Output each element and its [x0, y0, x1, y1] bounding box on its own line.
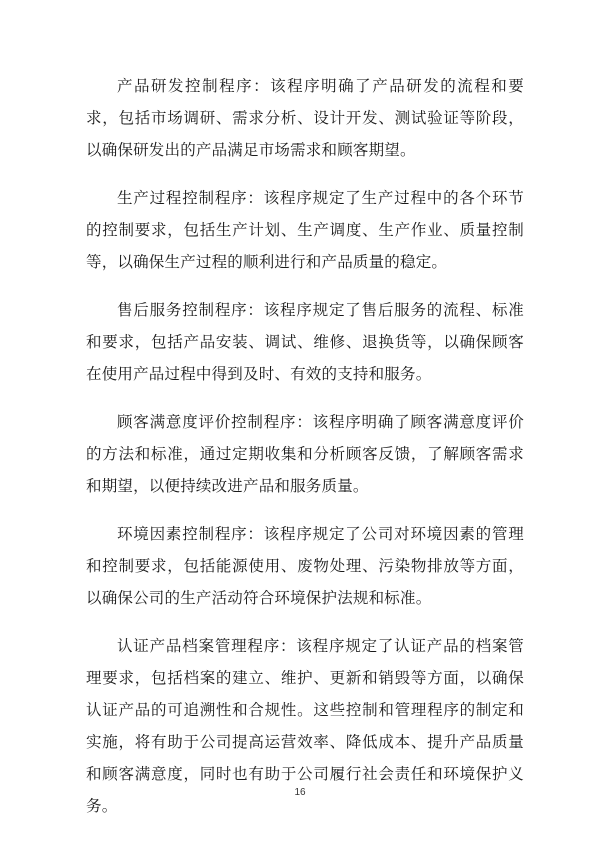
paragraph-product-rd: 产品研发控制程序：该程序明确了产品研发的流程和要求，包括市场调研、需求分析、设计开发、测试验证等阶段，以确保研发出的产品满足市场需求和顾客期望。 — [86, 77, 524, 159]
page-number: 16 — [294, 787, 306, 798]
paragraph-customer-satisfaction: 顾客满意度评价控制程序：该程序明确了顾客满意度评价的方法和标准，通过定期收集和分析顾客反馈，了解顾客需求和期望，以便持续改进产品和服务质量。 — [86, 413, 524, 495]
paragraph-environmental-factors: 环境因素控制程序：该程序规定了公司对环境因素的管理和控制要求，包括能源使用、废物处理、污染物排放等方面，以确保公司的生产活动符合环境保护法规和标准。 — [86, 525, 524, 607]
paragraph-production-process: 生产过程控制程序：该程序规定了生产过程中的各个环节的控制要求，包括生产计划、生产调度、生产作业、质量控制等，以确保生产过程的顺利进行和产品质量的稳定。 — [86, 189, 524, 271]
document-body — [86, 70, 524, 838]
paragraph-after-sales: 售后服务控制程序：该程序规定了售后服务的流程、标准和要求，包括产品安装、调试、维修、退换货等，以确保顾客在使用产品过程中得到及时、有效的支持和服务。 — [86, 301, 524, 383]
paragraph-certified-product-archive: 认证产品档案管理程序：该程序规定了认证产品的档案管理要求，包括档案的建立、维护、更新和销毁等方面，以确保认证产品的可追溯性和合规性。这些控制和管理程序的制定和实施，将有助于公司提高运营效率、降低成本、提升产品质量和顾客满意度，同时也有助于公司履行社会责任和环境保护义务。 — [86, 637, 524, 815]
